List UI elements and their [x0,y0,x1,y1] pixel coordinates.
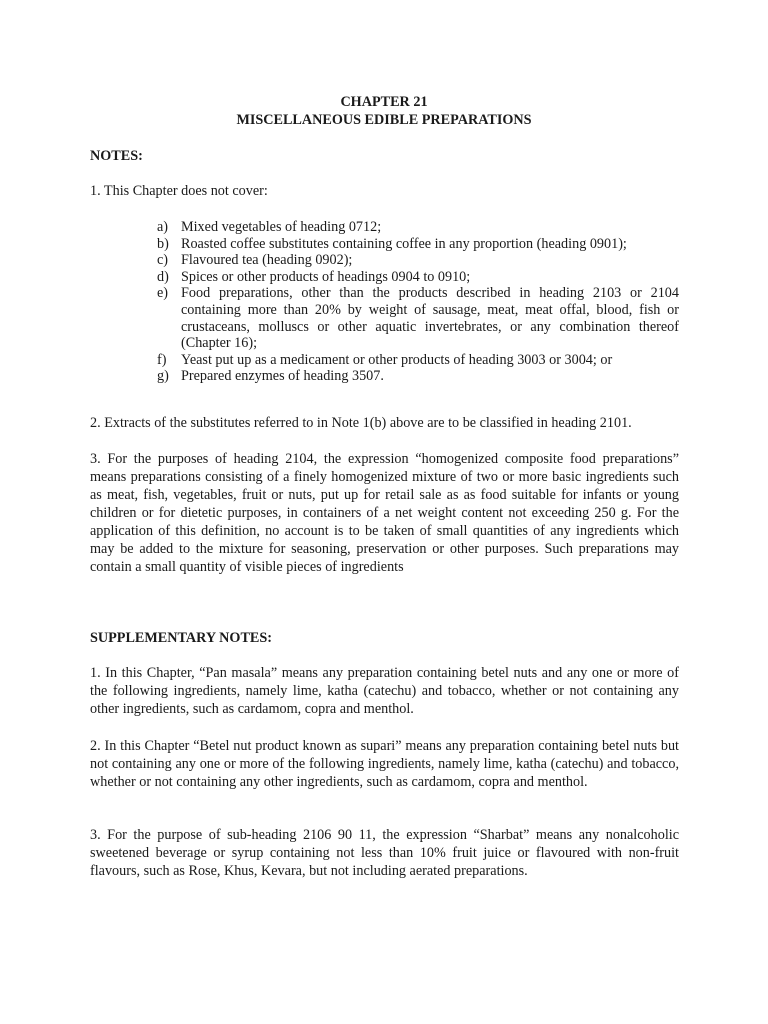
list-item [157,252,679,269]
list-item-text: Mixed vegetables of heading 0712; [181,219,382,235]
notes-heading: NOTES: [90,148,143,164]
list-item-text: Roasted coffee substitutes containing coffee in any proportion (heading 0901); [181,235,627,252]
supplementary-note-3: 3. For the purpose of sub-heading 2106 90 11, the expression “Sharbat” means any nonalcoholic sweetened beverage or syrup containing not less than 10% fruit juice or flavoured with non-fruit flavours, such as Rose, Khus, Kevara, but not including aerated preparations. [90,827,679,879]
list-item [157,285,679,351]
list-item [157,368,679,385]
chapter-title: MISCELLANEOUS EDIBLE PREPARATIONS [236,112,532,128]
list-marker: f) [157,351,167,368]
list-item-text: Flavoured tea (heading 0902); [181,252,353,269]
list-marker: e) [157,285,169,302]
list-item-text: Yeast put up as a medicament or other products of heading 3003 or 3004; or [181,351,613,368]
list-item-text: Spices or other products of headings 0904 to 0910; [181,268,471,285]
note-1-intro: 1. This Chapter does not cover: [90,183,268,199]
list-item [157,236,679,253]
list-marker: g) [157,368,169,385]
list-marker: d) [157,268,169,285]
list-marker: b) [157,235,169,252]
note-2: 2. Extracts of the substitutes referred to in Note 1(b) above are to be classified in heading 2101. [90,415,632,431]
list-item [157,269,679,286]
list-item [157,219,679,236]
chapter-number: CHAPTER 21 [340,94,428,110]
note-3: 3. For the purposes of heading 2104, the expression “homogenized composite food preparations” means preparations consisting of a finely homogenized mixture of two or more basic ingredients such as meat, fish, vegetables, fruit or nuts, put up for retail sale as as food suitable for infants or young children or for dietetic purposes, in containers of a net weight content not exceeding 250 g. For the application of this definition, no account is to be taken of small quantities of any ingredients which may be added to the mixture for seasoning, preservation or other purposes. Such preparations may contain a small quantity of visible pieces of ingredients [90,451,679,575]
supplementary-notes-heading: SUPPLEMENTARY NOTES: [90,630,272,646]
list-item-text: Food preparations, other than the products described in heading 2103 or 2104 containing more than 20% by weight of sausage, meat, meat offal, blood, fish or crustaceans, molluscs or other aquatic invertebrates, or any combination thereof (Chapter 16); [181,285,679,352]
list-item-text: Prepared enzymes of heading 3507. [181,368,384,385]
supplementary-note-1: 1. In this Chapter, “Pan masala” means any preparation containing betel nuts and any one or more of the following ingredients, namely lime, katha (catechu) and tobacco, whether or not containing any other ingredients, such as cardamom, copra and menthol. [90,665,679,717]
supplementary-note-2: 2. In this Chapter “Betel nut product known as supari” means any preparation containing betel nuts but not containing any one or more of the following ingredients, namely lime, katha (catechu) and tobacco, whether or not containing any other ingredients, such as cardamom, copra and menthol. [90,738,679,790]
list-item [157,352,679,369]
list-marker: c) [157,252,169,269]
exclusion-list [157,219,679,385]
list-marker: a) [157,219,169,235]
